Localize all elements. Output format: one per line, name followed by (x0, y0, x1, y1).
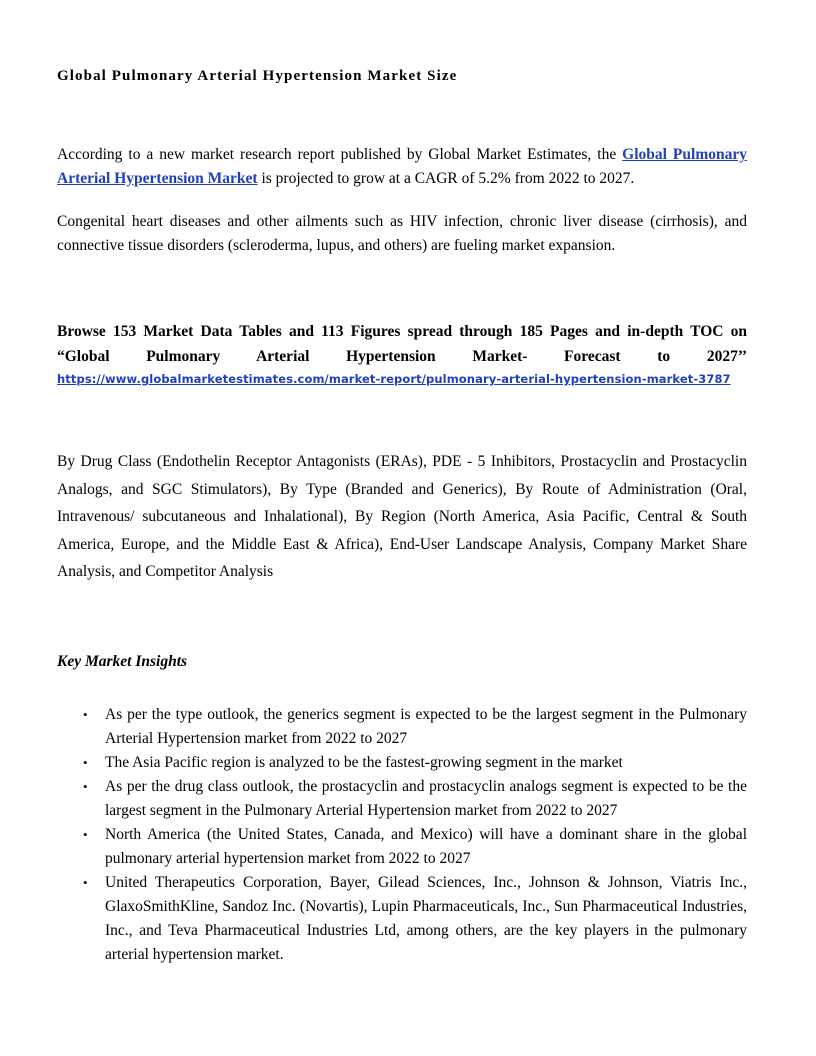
report-url-link[interactable]: https://www.globalmarketestimates.com/market-report/pulmonary-arterial-hypertension-market-3787 (57, 372, 731, 386)
insights-list (57, 703, 747, 967)
segmentation-paragraph: By Drug Class (Endothelin Receptor Antagonists (ERAs), PDE - 5 Inhibitors, Prostacyclin and Prostacyclin Analogs, and SGC Stimulators), By Type (Branded and Generics), By Route of Administration (Oral, Intravenous/ subcutaneous and Inhalational), By Region (North America, Asia Pacific, Central & South America, Europe, and the Middle East & Africa), End-User Landscape Analysis, Company Market Share Analysis, and Competitor Analysis (57, 453, 747, 580)
insight-text: The Asia Pacific region is analyzed to be the fastest-growing segment in the market (105, 754, 623, 771)
bullet-icon: • (83, 755, 88, 770)
bullet-icon: • (83, 875, 88, 890)
intro-text-after-link: is projected to grow at a CAGR of 5.2% from 2022 to 2027. (257, 169, 635, 187)
document-title: Global Pulmonary Arterial Hypertension Market Size (57, 68, 458, 84)
list-item (57, 751, 747, 775)
browse-statement: Browse 153 Market Data Tables and 113 Figures spread through 185 Pages and in-depth TOC on “Global Pulmonary Arterial Hypertension Market- Forecast to 2027’’ (57, 323, 747, 365)
intro-paragraph (57, 143, 747, 190)
insight-text: North America (the United States, Canada, and Mexico) will have a dominant share in the global pulmonary arterial hypertension market from 2022 to 2027 (105, 826, 747, 867)
list-item (57, 775, 747, 823)
bullet-icon: • (83, 827, 88, 842)
bullet-icon: • (83, 779, 88, 794)
market-report-link[interactable]: Global Pulmonary Arterial Hypertension Market (57, 146, 747, 187)
insight-text: As per the type outlook, the generics segment is expected to be the largest segment in the Pulmonary Arterial Hypertension market from 2022 to 2027 (105, 706, 747, 747)
drivers-paragraph: Congenital heart diseases and other ailments such as HIV infection, chronic liver disease (cirrhosis), and connective tissue disorders (scleroderma, lupus, and others) are fueling market expansion. (57, 213, 747, 254)
bullet-icon: • (83, 707, 88, 722)
list-item (57, 703, 747, 751)
list-item (57, 823, 747, 871)
intro-text-before-link: According to a new market research report published by Global Market Estimates, the (57, 146, 623, 163)
key-market-insights-heading: Key Market Insights (57, 653, 188, 670)
insight-text: As per the drug class outlook, the prostacyclin and prostacyclin analogs segment is expected to be the largest segment in the Pulmonary Arterial Hypertension market from 2022 to 2027 (105, 778, 747, 819)
insight-text: United Therapeutics Corporation, Bayer, Gilead Sciences, Inc., Johnson & Johnson, Viatris Inc., GlaxoSmithKline, Sandoz Inc. (Novartis), Lupin Pharmaceuticals, Inc., Sun Pharmaceutical Industries, Inc., and Teva Pharmaceutical Industries Ltd, among others, are the key players in the pulmonary arterial hypertension market. (105, 874, 747, 963)
list-item (57, 871, 747, 967)
